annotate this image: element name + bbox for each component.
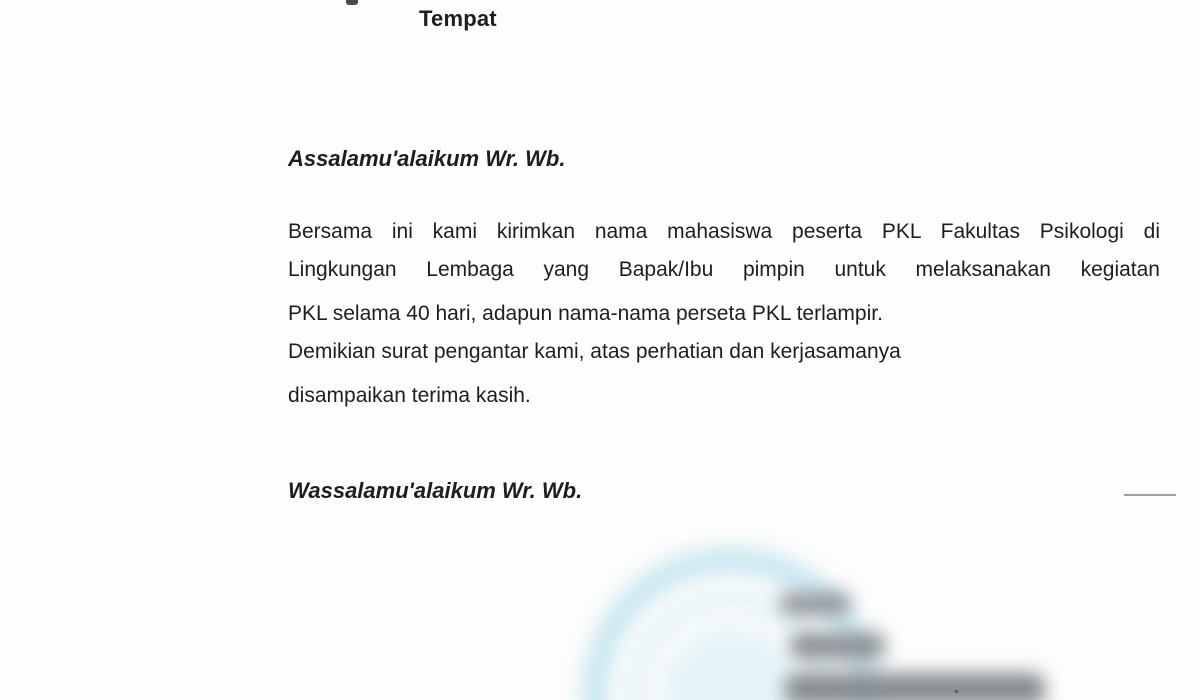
body-line: Bersama ini kami kirimkan nama mahasiswa peserta PKL Fakultas Psikologi di (288, 220, 1160, 243)
body-line: PKL selama 40 hari, adapun nama-nama perseta PKL terlampir. (288, 302, 883, 325)
body-line: Lingkungan Lembaga yang Bapak/Ibu pimpin untuk melaksanakan kegiatan (288, 258, 1160, 281)
closing-greeting: Wassalamu'alaikum Wr. Wb. (288, 478, 583, 503)
scan-dash-mark (1124, 494, 1176, 496)
scan-ink-mark (346, 0, 358, 5)
body-line: Demikian surat pengantar kami, atas perhatian dan kerjasamanya (288, 340, 901, 363)
opening-greeting: Assalamu'alaikum Wr. Wb. (288, 146, 566, 171)
body-line: disampaikan terima kasih. (288, 384, 531, 407)
recipient-place: Tempat (419, 6, 497, 31)
scan-dot-mark (955, 690, 958, 693)
redacted-signature-icon (760, 585, 1080, 700)
